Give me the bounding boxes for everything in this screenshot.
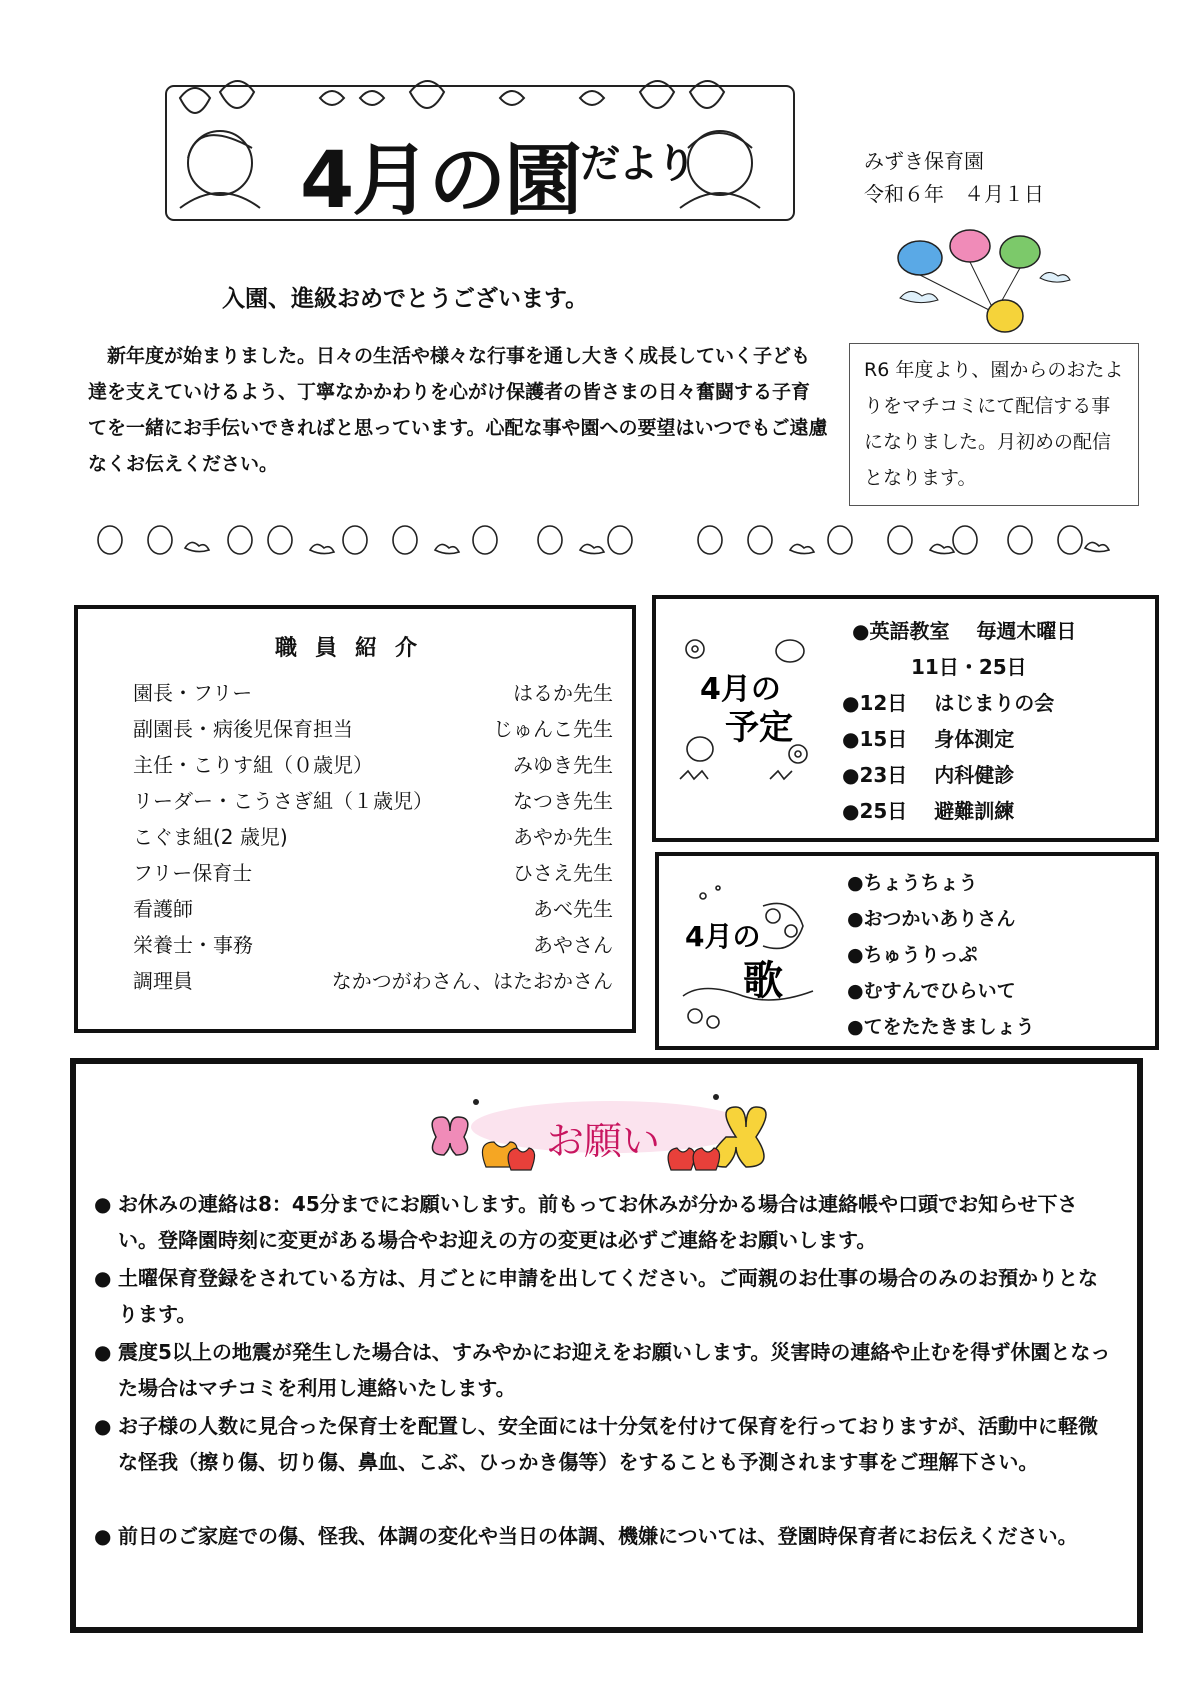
songs-art-label-top: 4月の: [685, 920, 761, 953]
staff-row: [133, 713, 613, 743]
staff-name: はるか先生: [513, 681, 613, 705]
schedule-art-label-top: 4月の: [700, 672, 781, 707]
english-class-dates: 11日・25日: [911, 655, 1027, 679]
staff-name: じゅんこ先生: [493, 717, 613, 741]
april-songs-box: [655, 852, 1159, 1050]
request-item: ● お子様の人数に見合った保育士を配置し、安全面には十分気を付けて保育を行っておりますが、活動中に軽微な怪我（擦り傷、切り傷、鼻血、こぶ、ひっかき傷等）をすることも予測されます事をご理解下さい。: [94, 1408, 1114, 1480]
staff-name: みゆき先生: [513, 753, 613, 777]
request-item: ● お休みの連絡は8：45分までにお願いします。前もってお休みが分かる場合は連絡帳や口頭でお知らせ下さい。登降園時刻に変更がある場合やお迎えの方の変更は必ずご連絡をお願いします。: [94, 1186, 1114, 1258]
song-item: ●ちゅうりっぷ: [847, 944, 978, 966]
songs-art-label-bottom: 歌: [743, 957, 783, 1004]
newsletter-title: 4月の園$^{だより}$: [300, 136, 695, 226]
staff-row: [133, 785, 613, 815]
staff-row: [133, 893, 613, 923]
staff-role: 副園長・病後児保育担当: [133, 717, 353, 741]
issue-date: 令和６年 ４月１日: [864, 182, 1044, 206]
cloud-icon: [900, 291, 938, 302]
staff-role: 看護師: [133, 897, 193, 921]
school-name: みずき保育園: [864, 149, 984, 173]
staff-row: [133, 749, 613, 779]
requests-title: お願い: [546, 1119, 661, 1163]
staff-row: [133, 821, 613, 851]
notice-box: [849, 343, 1139, 506]
staff-role: 調理員: [133, 969, 193, 993]
song-item: ●おつかいありさん: [847, 908, 1016, 930]
schedule-art-label-bottom: 予定: [725, 708, 793, 748]
staff-role: こぐま組(2 歳児): [133, 825, 288, 849]
staff-role: フリー保育士: [133, 861, 253, 885]
staff-name: あやさん: [533, 933, 613, 957]
greeting-body: 新年度が始まりました。日々の生活や様々な行事を通し大きく成長していく子ども達を支えていけるよう、丁寧なかかわりを心がけ保護者の皆さまの日々奮闘する子育てを一緒にお手伝いできればと思っています。心配な事や園への要望はいつでもご遠慮なくお伝えください。: [88, 345, 828, 475]
schedule-illustration: [670, 629, 820, 789]
notice-text: R6 年度より、園からのおたよりをマチコミにて配信する事になりました。月初めの配信となります。: [864, 359, 1124, 489]
request-item: ● 土曜保育登録をされている方は、月ごとに申請を出してください。ご両親のお仕事の場合のみのお預かりとなります。: [94, 1260, 1114, 1332]
songs-illustration: [673, 876, 823, 1036]
schedule-event: ●15日 身体測定: [842, 727, 1015, 751]
staff-role: 園長・フリー: [133, 681, 253, 705]
english-class-line: ●英語教室 毎週木曜日: [852, 619, 1077, 643]
staff-row: [133, 965, 613, 995]
balloons-chick-illustration: [880, 228, 1080, 338]
schedule-event: ●25日 避難訓練: [842, 799, 1015, 823]
staff-role: 栄養士・事務: [133, 933, 253, 957]
staff-row: [133, 929, 613, 959]
girl-character-icon: [180, 131, 260, 208]
song-item: ●むすんでひらいて: [847, 980, 1016, 1002]
staff-name: あやか先生: [513, 825, 613, 849]
staff-title: 職員紹介: [274, 636, 435, 661]
schedule-event: ●23日 内科健診: [842, 763, 1015, 787]
staff-row: [133, 857, 613, 887]
schedule-event: ●12日 はじまりの会: [842, 691, 1055, 715]
staff-introduction-box: [74, 605, 636, 1033]
staff-name: あべ先生: [533, 897, 613, 921]
staff-role: リーダー・こうさぎ組（１歳児）: [133, 789, 433, 813]
bullet-icon: ●: [94, 1266, 112, 1290]
staff-role: 主任・こりす組（０歳児）: [133, 753, 373, 777]
staff-name: なつき先生: [513, 789, 613, 813]
requests-box: [70, 1058, 1143, 1633]
bullet-icon: ●: [94, 1524, 112, 1548]
staff-name: なかつがわさん、はたおかさん: [331, 969, 613, 993]
greeting-heading: 入園、進級おめでとうございます。: [222, 286, 589, 312]
request-item: ● 震度5以上の地震が発生した場合は、すみやかにお迎えをお願いします。災害時の連絡や止むを得ず休園となった場合はマチコミを利用し連絡いたします。: [94, 1334, 1114, 1406]
balloon-divider: [90, 518, 1110, 568]
staff-name: ひさえ先生: [513, 861, 613, 885]
song-item: ●ちょうちょう: [847, 872, 978, 894]
song-item: ●てをたたきましょう: [847, 1016, 1035, 1038]
chick-icon: [987, 300, 1023, 332]
april-schedule-box: [652, 595, 1159, 842]
bullet-icon: ●: [94, 1192, 112, 1216]
bullet-icon: ●: [94, 1414, 112, 1438]
request-item: ● 前日のご家庭での傷、怪我、体調の変化や当日の体調、機嫌については、登園時保育者にお伝えください。: [94, 1518, 1114, 1554]
leaf-icon: [320, 91, 604, 105]
staff-row: [133, 677, 613, 707]
bullet-icon: ●: [94, 1340, 112, 1364]
